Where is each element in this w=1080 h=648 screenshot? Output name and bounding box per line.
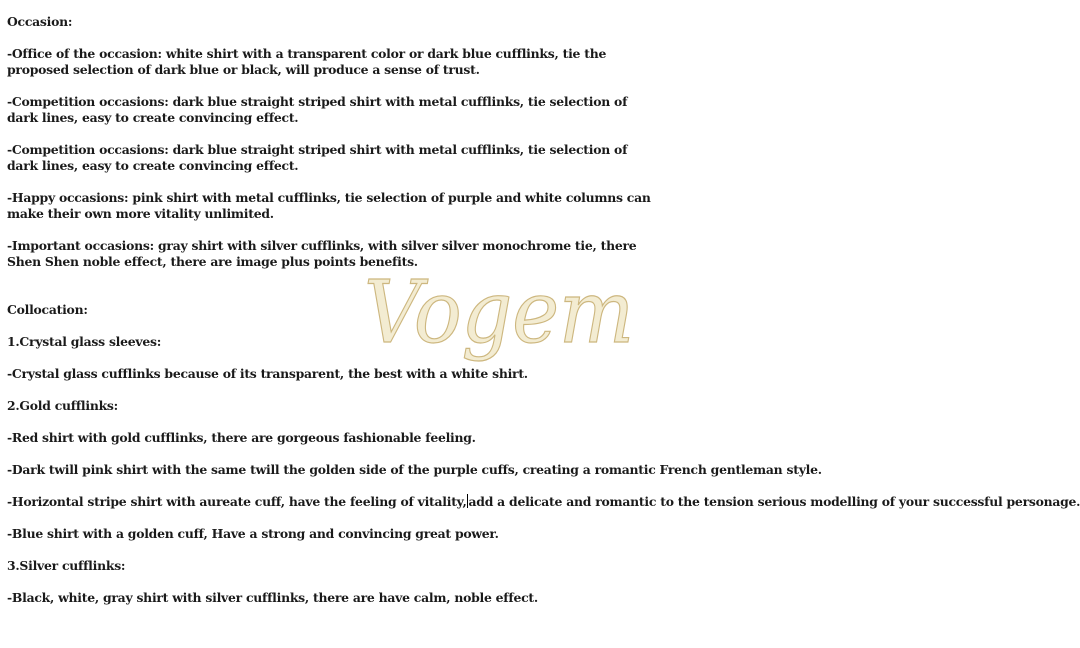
occasion-item-happy-line1: -Happy occasions: pink shirt with metal cufflinks, tie selection of purple and white columns can: [7, 190, 651, 205]
gold-heading: 2.Gold cufflinks:: [7, 398, 118, 413]
vogem-watermark: [360, 263, 640, 370]
text-cursor: [467, 494, 468, 508]
gold-item-red-shirt: -Red shirt with gold cufflinks, there are gorgeous fashionable feeling.: [7, 430, 476, 445]
silver-heading: 3.Silver cufflinks:: [7, 558, 126, 573]
occasion-item-office-line2: proposed selection of dark blue or black, will produce a sense of trust.: [7, 62, 480, 77]
occasion-item-competition-line2: dark lines, easy to create convincing effect.: [7, 110, 299, 125]
occasion-item-competition-repeat-line2: dark lines, easy to create convincing effect.: [7, 158, 299, 173]
silver-item-black-white-gray: -Black, white, gray shirt with silver cufflinks, there are have calm, noble effect.: [7, 590, 538, 605]
occasion-item-office-line1: -Office of the occasion: white shirt with a transparent color or dark blue cufflinks, tie the: [7, 46, 607, 61]
occasion-heading: Occasion:: [7, 14, 73, 29]
occasion-item-important-line2: Shen Shen noble effect, there are image plus points benefits.: [7, 254, 418, 269]
gold-item-blue-shirt: -Blue shirt with a golden cuff, Have a strong and convincing great power.: [7, 526, 499, 541]
occasion-item-competition-line1: -Competition occasions: dark blue straight striped shirt with metal cufflinks, tie selection of: [7, 94, 628, 109]
occasion-item-competition-repeat-line1: -Competition occasions: dark blue straight striped shirt with metal cufflinks, tie selection of: [7, 142, 628, 157]
occasion-item-happy-line2: make their own more vitality unlimited.: [7, 206, 274, 221]
crystal-text: -Crystal glass cufflinks because of its transparent, the best with a white shirt.: [7, 366, 528, 381]
collocation-heading: Collocation:: [7, 302, 88, 317]
watermark-logo: [360, 263, 640, 370]
watermark-text: Vogem: [364, 263, 634, 363]
gold-item-twill-pink: -Dark twill pink shirt with the same twill the golden side of the purple cuffs, creating a romantic French gentleman style.: [7, 462, 822, 477]
gold-item-horizontal-stripe: [7, 494, 1080, 510]
crystal-heading: 1.Crystal glass sleeves:: [7, 334, 162, 349]
gold-item-horizontal-stripe-part2: add a delicate and romantic to the tension serious modelling of your successful personage.: [468, 494, 1080, 509]
gold-item-horizontal-stripe-part1: -Horizontal stripe shirt with aureate cuff, have the feeling of vitality,: [7, 494, 467, 509]
occasion-item-important-line1: -Important occasions: gray shirt with silver cufflinks, with silver silver monochrome tie, there: [7, 238, 637, 253]
